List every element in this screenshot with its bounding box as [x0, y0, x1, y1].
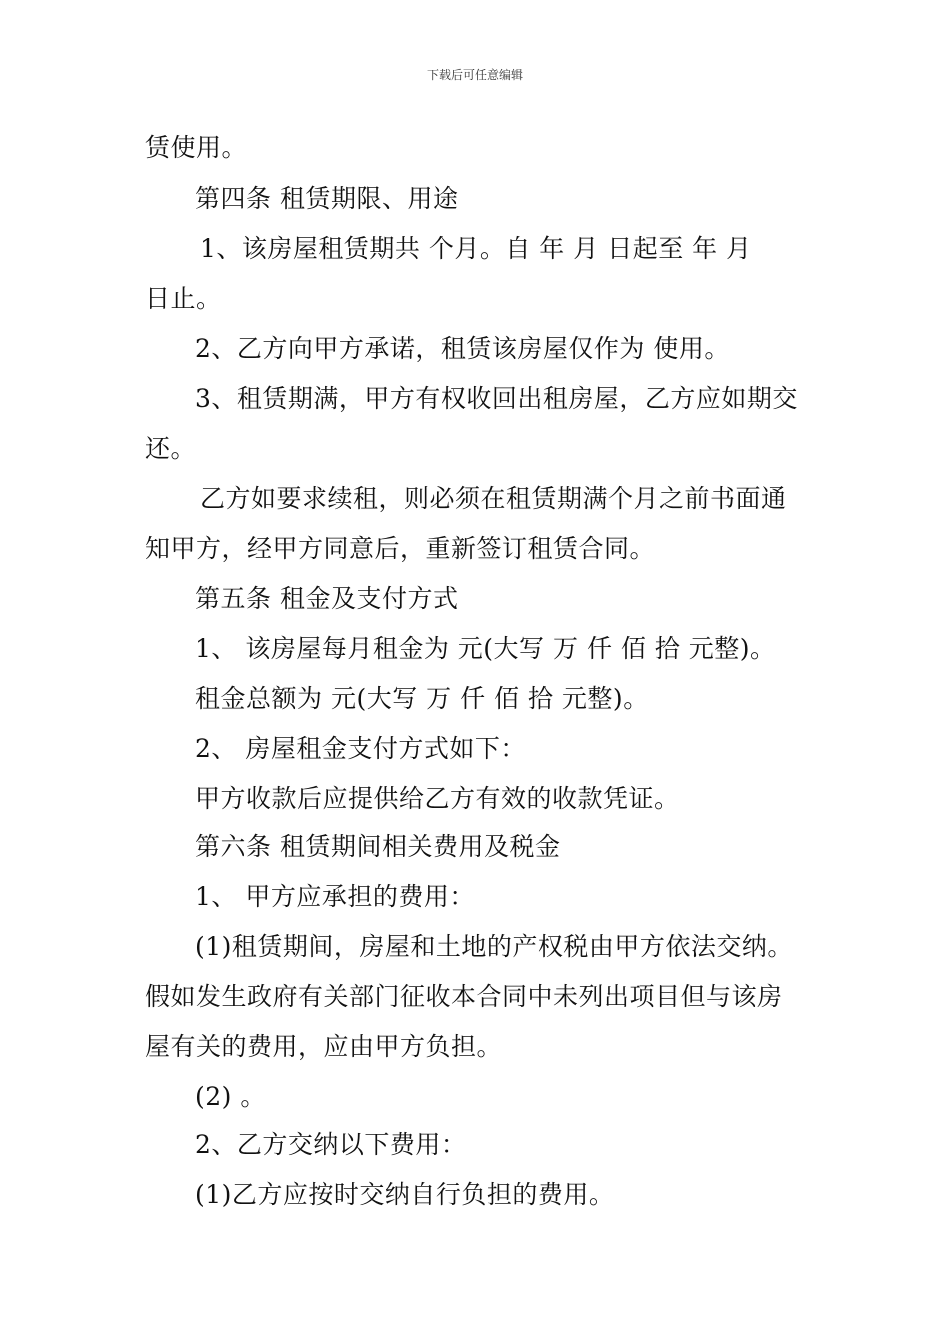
- text-line: (2) 。: [195, 1082, 266, 1111]
- text-line: 屋有关的费用，应由甲方负担。: [145, 1032, 503, 1061]
- text-line: 日止。: [145, 284, 222, 313]
- text-line: 赁使用。: [145, 133, 248, 162]
- text-line: 还。: [145, 434, 197, 463]
- text-line: 1、 该房屋每月租金为 元(大写 万 仟 佰 拾 元整)。: [195, 634, 776, 663]
- text-line: 3、租赁期满，甲方有权收回出租房屋，乙方应如期交: [195, 384, 798, 413]
- text-line: 2、乙方向甲方承诺，租赁该房屋仅作为 使用。: [195, 334, 730, 363]
- text-line: (1)乙方应按时交纳自行负担的费用。: [195, 1180, 615, 1209]
- text-line: 1、该房屋租赁期共 个月。自 年 月 日起至 年 月: [200, 234, 752, 263]
- text-line: 2、乙方交纳以下费用：: [195, 1130, 467, 1159]
- text-line: 租金总额为 元(大写 万 仟 佰 拾 元整)。: [195, 684, 649, 713]
- text-line: 假如发生政府有关部门征收本合同中未列出项目但与该房: [145, 982, 783, 1011]
- page-header: 下载后可任意编辑: [426, 68, 523, 82]
- text-line: 2、 房屋租金支付方式如下：: [195, 734, 526, 763]
- text-line: 甲方收款后应提供给乙方有效的收款凭证。: [195, 784, 680, 813]
- text-line: (1)租赁期间，房屋和土地的产权税由甲方依法交纳。: [195, 932, 793, 961]
- text-line: 乙方如要求续租，则必须在租赁期满个月之前书面通: [200, 484, 787, 513]
- article-heading: 第六条 租赁期间相关费用及税金: [195, 832, 561, 861]
- article-heading: 第五条 租金及支付方式: [195, 584, 459, 613]
- article-heading: 第四条 租赁期限、用途: [195, 184, 459, 213]
- text-line: 1、 甲方应承担的费用：: [195, 882, 475, 911]
- text-line: 知甲方，经甲方同意后，重新签订租赁合同。: [145, 534, 656, 563]
